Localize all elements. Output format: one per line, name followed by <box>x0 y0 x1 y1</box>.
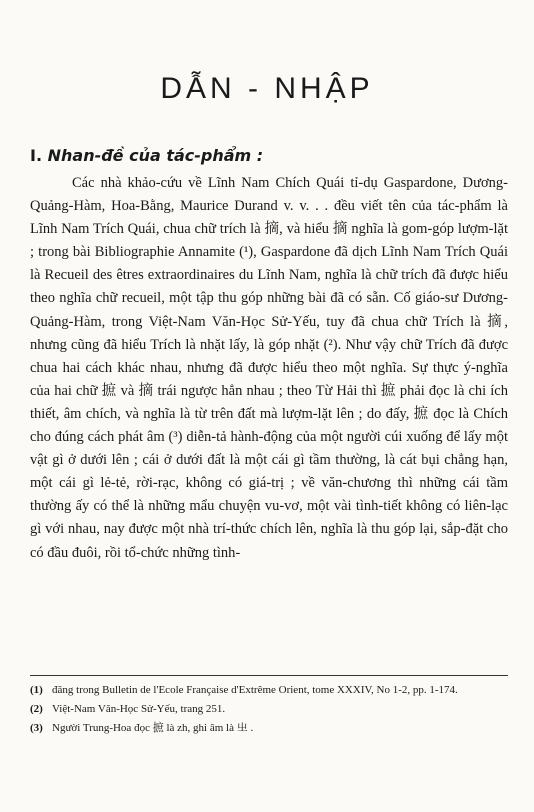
body-paragraph: Các nhà khảo-cứu về Lĩnh Nam Chích Quái tỉ-dụ Gaspardone, Dương-Quảng-Hàm, Hoa-Bằng, Maurice Durand v. v. . . đều viết tên của tác-phẩm là Lĩnh Nam Trích Quái, chua chữ trích là 摘, và hiểu 摘 nghĩa là gom-góp lượm-lặt ; trong bài Bibliographie Annamite (¹), Gaspardone đã dịch Lĩnh Nam Trích Quái là Recueil des êtres extraordinaires du Lĩnh Nam, nghĩa là chữ trích đã được hiểu theo nghĩa chữ recueil, một tập thu góp những bài đã có sẵn. Cố giáo-sư Dương-Quảng-Hàm, trong Việt-Nam Văn-Học Sử-Yếu, tuy đã chua chữ Trích là 摘, nhưng cũng đã hiểu Trích là nhặt lấy, là góp nhặt (²). Như vậy chữ Trích đã được chua hai cách khác nhau, nhưng đã được hiểu theo một nghĩa. Sự thực ý-nghĩa của hai chữ 摭 và 摘 trái ngược hẳn nhau ; theo Từ Hải thì 摭 phải đọc là chi ích thiết, âm chích, và nghĩa là từ trên đất mà lượm-lặt lên ; do đấy, 摭 đọc là Chích cho đúng cách phát âm (³) diễn-tả hành-động của một người cúi xuống để lấy một vật gì ở dưới lên ; cái ở dưới đất là một cái gì tầm thường, là cát bụi chẳng hạn, một cái gì lẻ-tẻ, rời-rạc, không có giá-trị ; về văn-chương thì những cái tầm thường ấy có thể là những mẩu chuyện vu-vơ, một vài tình-tiết không có liên-lạc gì với nhau, nay được một nhà trí-thức chích lên, nghĩa là thu góp lại, sắp-đặt cho có đầu đuôi, rồi tổ-chức những tình- <box>30 175 508 561</box>
footnote-text: đăng trong Bulletin de l'Ecole Française d'Extrême Orient, tome XXXIV, No 1-2, pp. 1-174. <box>52 684 458 696</box>
footnote-number: (2) <box>30 703 43 715</box>
footnote-divider <box>30 675 508 676</box>
footnote-text: Việt-Nam Văn-Học Sử-Yếu, trang 251. <box>52 703 226 715</box>
footnote-text: Người Trung-Hoa đọc 摭 là zh, ghi âm là 㞢 . <box>52 722 254 734</box>
page-title: DẪN - NHẬP <box>160 72 374 105</box>
footnote-3 <box>30 720 508 736</box>
section-number: I. <box>30 146 43 165</box>
footnote-2 <box>30 701 508 717</box>
footnote-number: (3) <box>30 722 43 734</box>
section-title: Nhan-đề của tác-phẩm : <box>47 146 264 165</box>
footnote-1 <box>30 682 508 698</box>
body-text <box>30 172 508 565</box>
footnote-number: (1) <box>30 684 43 696</box>
section-heading <box>30 146 263 165</box>
footnotes <box>30 682 508 739</box>
